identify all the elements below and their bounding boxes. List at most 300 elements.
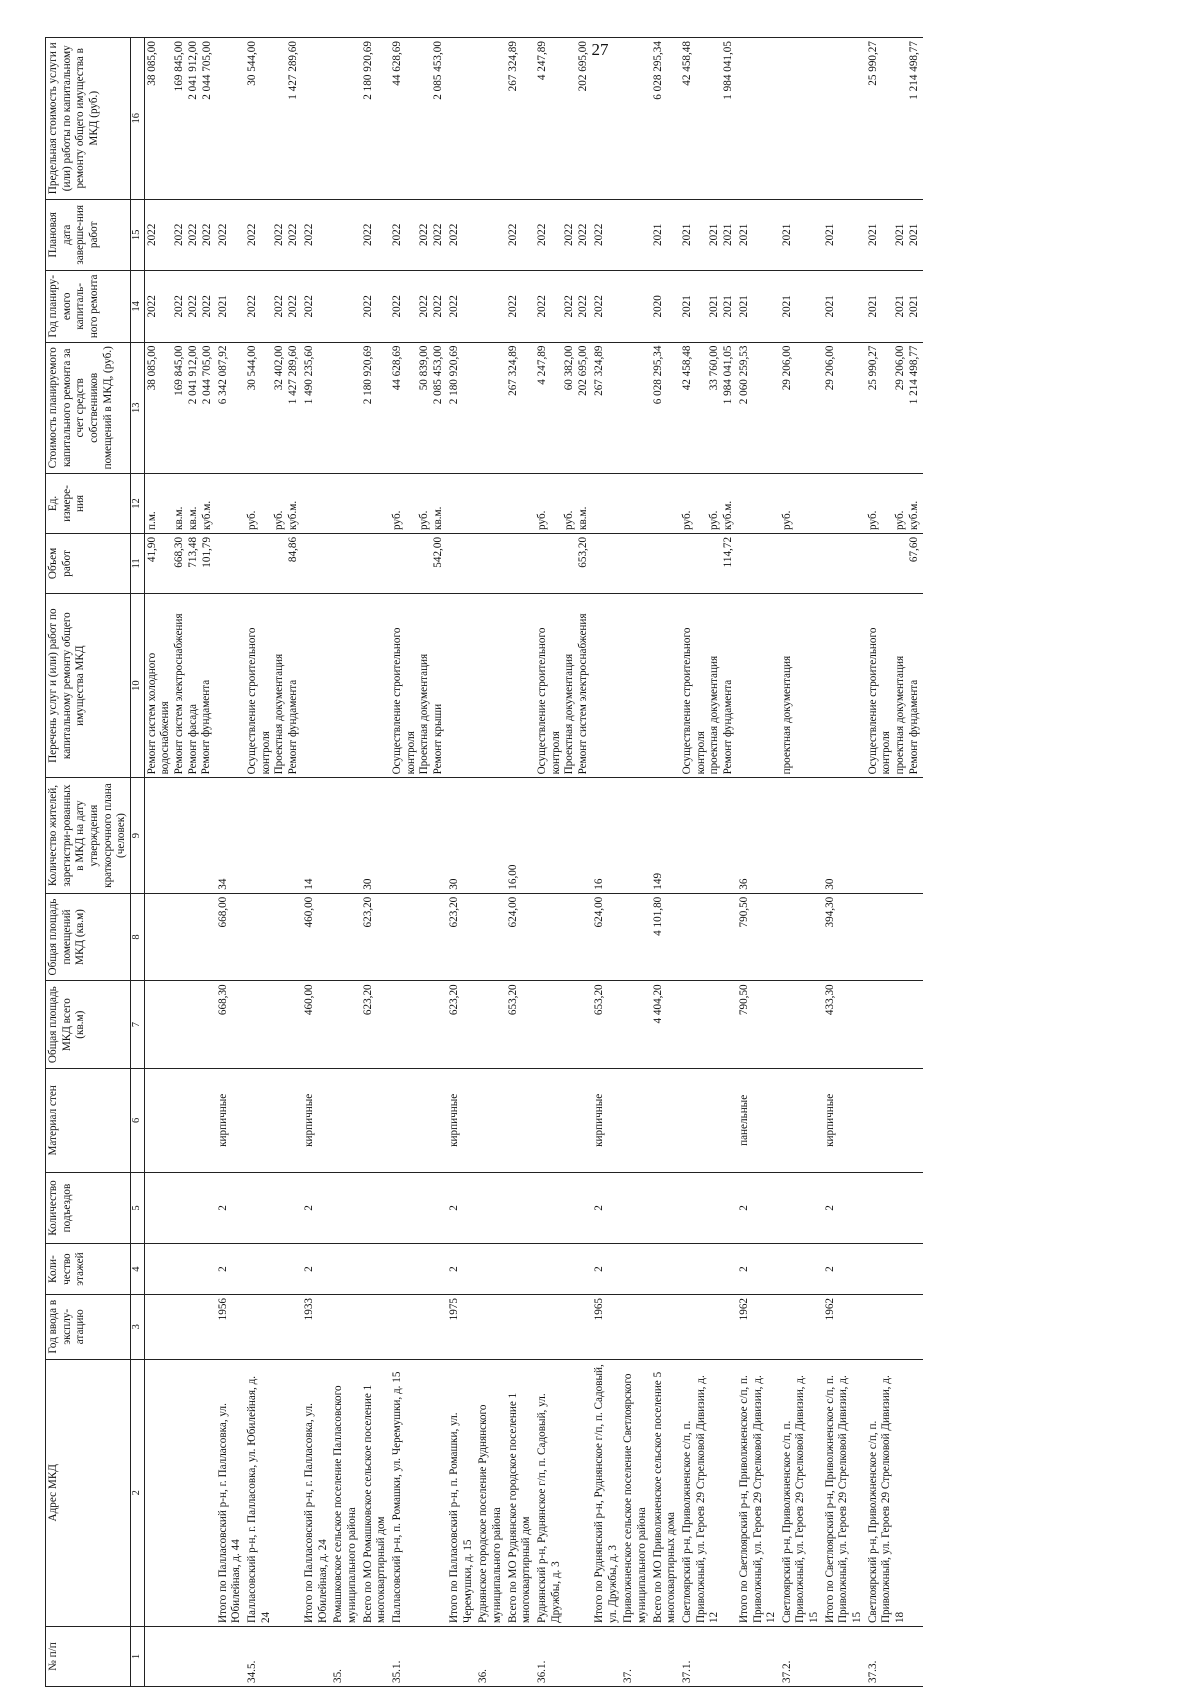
plan-year-cell-item: 2022 [417, 295, 430, 318]
residents-cell [361, 778, 390, 893]
unit-cell-item: кв.м. [172, 506, 185, 530]
walls-cell [680, 1068, 737, 1172]
entrances-cell-text: 2 [823, 1205, 836, 1211]
works-cell-item: Ремонт фасада [186, 704, 199, 775]
volume-cell-item [894, 537, 908, 590]
floors-cell [216, 1244, 245, 1295]
column-number: 3 [130, 1294, 144, 1359]
plan-year-cell-item: 2022 [431, 295, 444, 318]
address-cell-text: Приволжненское сельское поселение Светлоярского муниципального района [622, 1373, 648, 1624]
plan-year-cell [245, 271, 302, 342]
volume-cell [245, 533, 302, 593]
works-cell [144, 593, 216, 778]
row-number-text: 34.5. [246, 1660, 259, 1683]
plan-year-cell [737, 271, 780, 342]
address-cell [144, 1359, 216, 1627]
row-number [245, 1627, 302, 1687]
limit-cell [390, 38, 447, 200]
cost-cell-item: 1 214 498,77 [907, 345, 920, 405]
plan-year-cell-item: 2021 [823, 295, 836, 318]
year-cell [390, 1294, 447, 1359]
row-number [390, 1627, 447, 1687]
end-year-cell-item: 2022 [246, 223, 259, 247]
row-number [651, 1627, 680, 1687]
table-row [506, 38, 535, 1687]
column-header: Общая площадь помещений МКД (кв.м) [46, 893, 131, 981]
limit-cell-item: 44 628,69 [390, 41, 403, 86]
area-rooms-cell [144, 893, 216, 981]
year-cell [447, 1294, 476, 1359]
limit-cell-item: 25 990,27 [866, 41, 879, 86]
plan-year-cell [506, 271, 535, 342]
unit-cell-item: руб. [680, 510, 693, 530]
column-number: 15 [130, 199, 144, 270]
year-cell [144, 1294, 216, 1359]
floors-cell-text: 2 [216, 1266, 229, 1272]
row-number [823, 1627, 866, 1687]
limit-cell [506, 38, 535, 200]
residents-cell-text: 30 [361, 878, 374, 890]
walls-cell [823, 1068, 866, 1172]
table-row [447, 38, 476, 1687]
residents-cell [651, 778, 680, 893]
area-total-cell-text: 4 404,20 [651, 984, 664, 1024]
rotated-table-page [45, 37, 1195, 1687]
column-header: Год планиру-емого капиталь-ного ремонта [46, 271, 131, 342]
walls-cell [737, 1068, 780, 1172]
residents-cell [506, 778, 535, 893]
entrances-cell [651, 1172, 680, 1243]
end-year-cell-item: 2022 [273, 223, 286, 247]
entrances-cell [361, 1172, 390, 1243]
area-rooms-cell [680, 893, 737, 981]
works-cell-item: Проектная документация [273, 653, 286, 775]
plan-year-cell-item: 2021 [780, 295, 793, 318]
unit-cell [592, 474, 621, 534]
address-cell-text: Всего по МО Ромашковское сельское поселение 1 многоквартирный дом [361, 1384, 388, 1624]
year-cell [680, 1294, 737, 1359]
cost-cell [447, 342, 476, 473]
column-number: 13 [130, 342, 144, 473]
area-total-cell [302, 981, 331, 1069]
area-rooms-cell-text: 623,20 [361, 896, 374, 928]
walls-cell [592, 1068, 621, 1172]
end-year-cell [390, 199, 447, 270]
unit-cell [780, 474, 823, 534]
column-number: 14 [130, 271, 144, 342]
limit-cell-item: 1 984 041,05 [721, 41, 734, 100]
area-total-cell [506, 981, 535, 1069]
end-year-cell [506, 199, 535, 270]
table-body [144, 38, 923, 1687]
works-cell [592, 593, 621, 778]
works-cell [621, 593, 650, 778]
address-cell [621, 1359, 650, 1627]
cost-cell [737, 342, 780, 473]
plan-year-cell-item: 2022 [535, 295, 548, 318]
volume-cell-item [867, 537, 894, 590]
entrances-cell [737, 1172, 780, 1243]
works-cell-item: Ремонт систем электроснабжения [576, 613, 589, 775]
plan-year-cell-item: 2021 [721, 295, 734, 318]
plan-year-cell-item: 2021 [707, 295, 720, 318]
unit-cell-item: куб.м. [200, 500, 213, 530]
cost-cell-item: 25 990,27 [866, 345, 879, 391]
cost-cell-item: 30 544,00 [246, 345, 259, 391]
works-cell-item: Осуществление строительного контроля [246, 627, 272, 775]
walls-cell-text: кирпичные [592, 1093, 605, 1147]
end-year-cell [476, 199, 505, 270]
walls-cell [390, 1068, 447, 1172]
volume-cell [506, 533, 535, 593]
limit-cell-item: 30 544,00 [246, 41, 259, 86]
floors-cell [476, 1244, 505, 1295]
works-cell-item: Осуществление строительного контроля [680, 627, 707, 775]
works-cell [361, 593, 390, 778]
plan-year-cell-item: 2022 [390, 295, 403, 318]
table-row [390, 38, 447, 1687]
row-number-text: 35. [332, 1669, 345, 1683]
residents-cell-text: 36 [737, 878, 750, 890]
end-year-cell-item: 2021 [780, 223, 793, 247]
cost-cell-item: 6 342 087,92 [216, 345, 229, 405]
area-rooms-cell [866, 893, 923, 981]
volume-cell [447, 533, 476, 593]
year-cell [476, 1294, 505, 1359]
area-rooms-cell [447, 893, 476, 981]
area-rooms-cell [361, 893, 390, 981]
entrances-cell-text: 2 [303, 1205, 316, 1211]
row-number [866, 1627, 923, 1687]
end-year-cell [780, 199, 823, 270]
area-rooms-cell [780, 893, 823, 981]
column-header: Адрес МКД [46, 1359, 131, 1627]
residents-cell-text: 14 [303, 878, 316, 890]
cost-cell [302, 342, 331, 473]
area-total-cell-text: 623,20 [447, 984, 460, 1016]
area-rooms-cell-text: 668,00 [216, 896, 229, 928]
works-cell-item: Осуществление строительного контроля [866, 627, 893, 775]
cost-cell-item: 29 206,00 [780, 345, 793, 391]
limit-cell-item: 2 041 912,00 [186, 41, 199, 100]
cost-cell-item: 2 085 453,00 [431, 345, 444, 405]
limit-cell-item: 42 458,48 [680, 41, 693, 86]
column-header: № п/п [46, 1627, 131, 1687]
volume-cell-item: 101,79 [200, 536, 213, 568]
column-header: Общая площадь МКД всего (кв.м) [46, 981, 131, 1069]
end-year-cell [737, 199, 780, 270]
address-cell-text: Всего по МО Руднянское городское поселение 1 многоквартирный дом [506, 1392, 533, 1624]
walls-cell [447, 1068, 476, 1172]
entrances-cell [535, 1172, 592, 1243]
works-cell [390, 593, 447, 778]
residents-cell [866, 778, 923, 893]
cost-cell [680, 342, 737, 473]
entrances-cell [390, 1172, 447, 1243]
cost-cell-item: 2 180 920,69 [361, 345, 374, 405]
column-header: Количество подъездов [46, 1172, 131, 1243]
volume-cell-item [781, 537, 795, 590]
end-year-cell-item: 2021 [707, 223, 720, 247]
works-cell [476, 593, 505, 778]
area-rooms-cell-text: 623,20 [447, 896, 460, 928]
address-cell [447, 1359, 476, 1627]
floors-cell-text: 2 [592, 1266, 605, 1272]
end-year-cell-item: 2021 [680, 223, 693, 247]
volume-cell [780, 533, 823, 593]
limit-cell-item: 6 028 295,34 [651, 41, 664, 100]
end-year-cell [447, 199, 476, 270]
limit-cell [535, 38, 592, 200]
limit-cell [621, 38, 650, 200]
entrances-cell-text: 2 [216, 1205, 229, 1211]
volume-cell-item [708, 537, 722, 590]
unit-cell [216, 474, 245, 534]
column-header: Предельная стоимость услуги и (или) работы по капитальному ремонту общего имущества в МКД (руб.) [46, 38, 131, 200]
limit-cell [361, 38, 390, 200]
works-cell [245, 593, 302, 778]
area-rooms-cell [737, 893, 780, 981]
entrances-cell [780, 1172, 823, 1243]
end-year-cell [216, 199, 245, 270]
area-rooms-cell-text: 624,00 [506, 896, 519, 928]
end-year-cell [823, 199, 866, 270]
end-year-cell-item: 2022 [287, 223, 300, 247]
plan-year-cell [680, 271, 737, 342]
volume-cell [216, 533, 245, 593]
plan-year-cell-item: 2022 [592, 295, 605, 318]
volume-cell [390, 533, 447, 593]
residents-cell [621, 778, 650, 893]
floors-cell [823, 1244, 866, 1295]
address-cell [245, 1359, 302, 1627]
end-year-cell-item: 2022 [447, 223, 460, 247]
address-cell-text: Ромашковское сельское поселение Палласовского муниципального района [332, 1385, 359, 1624]
unit-cell [447, 474, 476, 534]
cost-cell [216, 342, 245, 473]
end-year-cell [302, 199, 331, 270]
plan-year-cell-item: 2022 [506, 295, 519, 318]
plan-year-cell [361, 271, 390, 342]
walls-cell [535, 1068, 592, 1172]
volume-cell-item [418, 537, 432, 590]
limit-cell [823, 38, 866, 200]
cost-cell-item: 267 324,89 [592, 345, 605, 396]
unit-cell [680, 474, 737, 534]
volume-cell [331, 533, 360, 593]
cost-cell [144, 342, 216, 473]
table-row [331, 38, 360, 1687]
entrances-cell-text: 2 [737, 1205, 750, 1211]
limit-cell [245, 38, 302, 200]
year-cell [780, 1294, 823, 1359]
area-total-cell-text: 433,30 [823, 984, 836, 1016]
address-cell [651, 1359, 680, 1627]
residents-cell [535, 778, 592, 893]
entrances-cell [680, 1172, 737, 1243]
unit-cell-item: руб. [707, 510, 720, 530]
area-total-cell [737, 981, 780, 1069]
unit-cell [823, 474, 866, 534]
year-cell [245, 1294, 302, 1359]
row-number [680, 1627, 737, 1687]
cost-cell-item: 29 206,00 [893, 345, 906, 391]
cost-cell [535, 342, 592, 473]
area-total-cell [331, 981, 360, 1069]
area-total-cell [592, 981, 621, 1069]
limit-cell-item: 202 695,00 [576, 41, 589, 92]
entrances-cell [144, 1172, 216, 1243]
table-row [592, 38, 621, 1687]
works-cell [680, 593, 737, 778]
unit-cell-item: п.м. [145, 511, 158, 530]
unit-cell-item: кв.м. [431, 506, 444, 530]
year-cell-text: 1962 [737, 1297, 750, 1321]
volume-cell [866, 533, 923, 593]
address-cell [535, 1359, 592, 1627]
limit-cell [866, 38, 923, 200]
year-cell [535, 1294, 592, 1359]
works-cell [866, 593, 923, 778]
entrances-cell-text: 2 [447, 1205, 460, 1211]
address-cell [506, 1359, 535, 1627]
table-row [651, 38, 680, 1687]
column-number: 8 [130, 893, 144, 981]
cost-cell-item: 169 845,00 [172, 345, 185, 396]
works-cell-item: Осуществление строительного контроля [390, 627, 417, 775]
plan-year-cell-item: 2021 [216, 295, 229, 318]
area-rooms-cell [621, 893, 650, 981]
residents-cell-text: 16 [592, 878, 605, 890]
limit-cell [447, 38, 476, 200]
plan-year-cell [866, 271, 923, 342]
address-cell-text: Итого по Палласовский р-н, п. Ромашки, ул. Черемушки, д. 15 [447, 1412, 474, 1624]
address-cell-text: Палласовский р-н, г. Палласовка, ул. Юбилейная, д. 24 [246, 1375, 272, 1624]
area-total-cell [361, 981, 390, 1069]
area-rooms-cell [302, 893, 331, 981]
floors-cell [144, 1244, 216, 1295]
plan-year-cell [780, 271, 823, 342]
end-year-cell-item: 2022 [576, 223, 589, 247]
area-total-cell [447, 981, 476, 1069]
limit-cell-item: 38 085,00 [145, 41, 158, 86]
walls-cell-text: кирпичные [216, 1093, 229, 1147]
volume-cell [621, 533, 650, 593]
walls-cell [245, 1068, 302, 1172]
plan-year-cell-item: 2022 [172, 295, 185, 318]
column-number: 7 [130, 981, 144, 1069]
table-row [823, 38, 866, 1687]
address-cell-text: Руднянский р-н, Руднянское г/п, п. Садовый, ул. Дружбы, д. 3 [535, 1393, 562, 1624]
residents-cell-text: 149 [651, 872, 664, 890]
volume-cell-item: 41,90 [145, 536, 158, 563]
address-cell-text: Итого по Руднянский р-н, Руднянское г/п, п. Садовый, ул. Дружбы, д. 3 [592, 1364, 619, 1624]
area-rooms-cell [592, 893, 621, 981]
table-row [216, 38, 245, 1687]
walls-cell [361, 1068, 390, 1172]
column-header: Объем работ [46, 533, 131, 593]
table-row [780, 38, 823, 1687]
entrances-cell [823, 1172, 866, 1243]
end-year-cell-item: 2022 [431, 223, 444, 247]
cost-cell-item: 60 382,00 [562, 345, 575, 391]
residents-cell [680, 778, 737, 893]
works-cell-item: проектная документация [780, 655, 793, 775]
volume-cell-item [681, 537, 708, 590]
volume-cell-item: 653,20 [576, 536, 589, 568]
column-header: Плановая дата заверше-ния работ [46, 199, 131, 270]
cost-cell-item: 4 247,89 [535, 345, 548, 385]
cost-cell-item: 2 044 705,00 [200, 345, 213, 405]
floors-cell [866, 1244, 923, 1295]
address-cell-text: Всего по МО Приволжненское сельское поселение 5 многоквартирных дома [651, 1371, 678, 1624]
year-cell [216, 1294, 245, 1359]
year-cell [592, 1294, 621, 1359]
cost-cell [506, 342, 535, 473]
area-total-cell [216, 981, 245, 1069]
end-year-cell-item: 2022 [390, 223, 403, 247]
year-cell [361, 1294, 390, 1359]
works-cell-item: Ремонт фундамента [287, 679, 300, 775]
area-rooms-cell [823, 893, 866, 981]
column-number: 16 [130, 38, 144, 200]
works-cell [447, 593, 476, 778]
address-cell [361, 1359, 390, 1627]
plan-year-cell [390, 271, 447, 342]
end-year-cell [592, 199, 621, 270]
volume-cell-item: 84,86 [287, 536, 300, 563]
limit-cell-item [418, 41, 432, 196]
area-total-cell-text: 790,50 [737, 984, 750, 1016]
volume-cell [651, 533, 680, 593]
limit-cell-item: 1 214 498,77 [907, 41, 920, 100]
unit-cell-item: куб.м. [721, 500, 734, 530]
header-row [46, 38, 131, 1687]
year-cell [506, 1294, 535, 1359]
column-header: Коли-чество этажей [46, 1244, 131, 1295]
table-row [737, 38, 780, 1687]
row-number [592, 1627, 621, 1687]
cost-cell-item: 1 427 289,60 [287, 345, 300, 405]
plan-year-cell [216, 271, 245, 342]
cost-cell-item: 1 984 041,05 [721, 345, 734, 405]
floors-cell [621, 1244, 650, 1295]
area-total-cell [621, 981, 650, 1069]
area-total-cell-text: 653,20 [506, 984, 519, 1016]
walls-cell [866, 1068, 923, 1172]
unit-cell-item: кв.м. [186, 506, 199, 530]
walls-cell [780, 1068, 823, 1172]
volume-cell [737, 533, 780, 593]
area-rooms-cell-text: 4 101,80 [651, 896, 664, 936]
end-year-cell-item: 2021 [737, 223, 750, 247]
plan-year-cell-item: 2021 [907, 295, 920, 318]
floors-cell [245, 1244, 302, 1295]
entrances-cell [302, 1172, 331, 1243]
address-cell [390, 1359, 447, 1627]
entrances-cell [866, 1172, 923, 1243]
end-year-cell-item: 2022 [562, 223, 575, 247]
unit-cell-item: руб. [535, 510, 548, 530]
unit-cell-item: руб. [562, 510, 575, 530]
year-cell-text: 1975 [447, 1297, 460, 1321]
walls-cell-text: кирпичные [303, 1093, 316, 1147]
works-cell [823, 593, 866, 778]
cost-cell-item: 44 628,69 [390, 345, 403, 391]
walls-cell [621, 1068, 650, 1172]
limit-cell-item: 169 845,00 [172, 41, 185, 92]
cost-cell-item: 29 206,00 [823, 345, 836, 391]
